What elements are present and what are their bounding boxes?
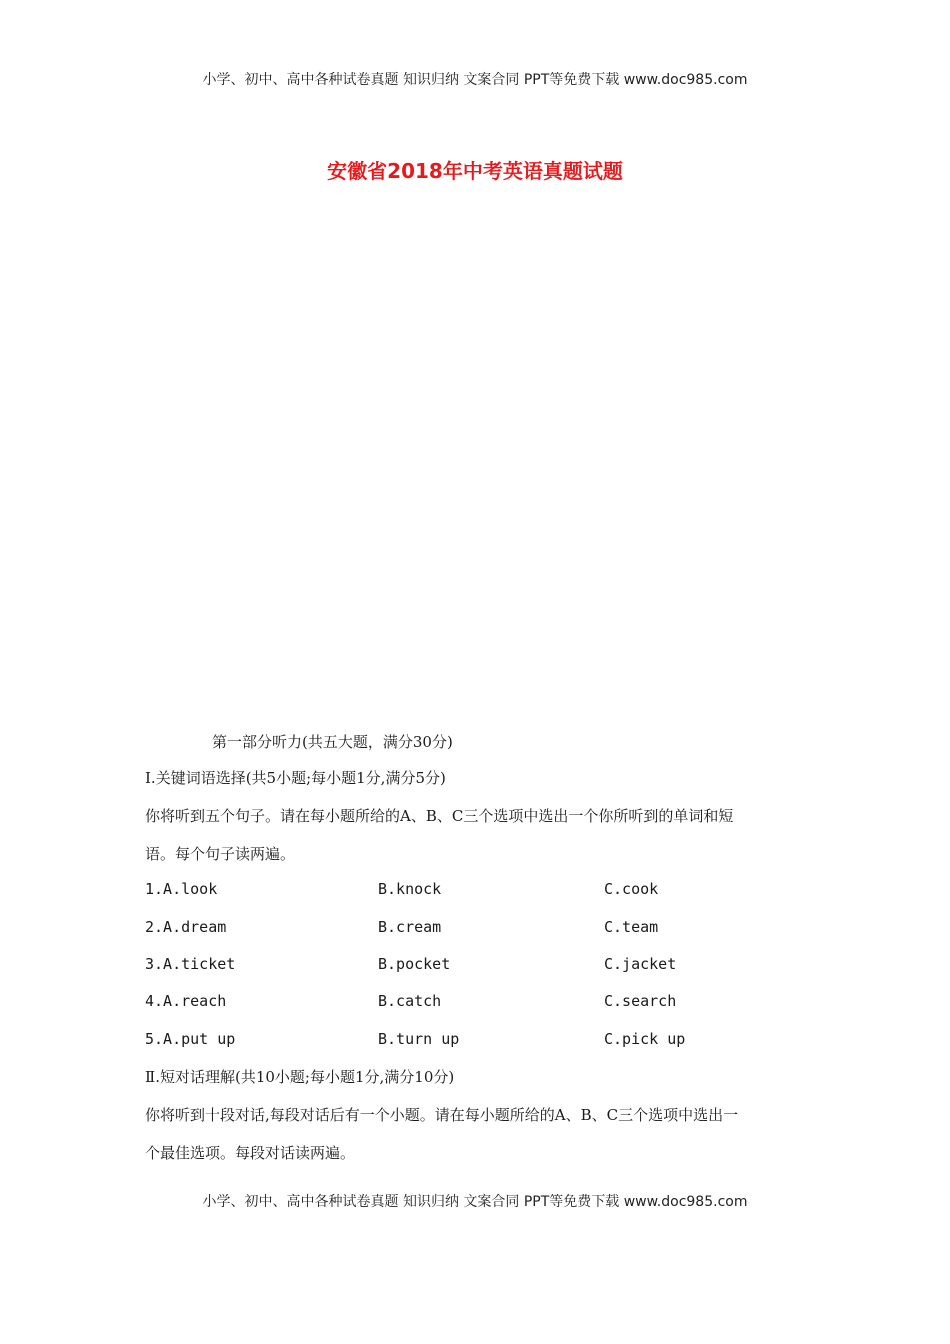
option-c: C.cook [604,880,659,898]
page-footer: 小学、初中、高中各种试卷真题 知识归纳 文案合同 PPT等免费下载 www.doc985.com [202,1194,748,1210]
option-a: 4.A.reach [145,992,227,1010]
option-b: B.pocket [378,955,451,973]
option-b: B.knock [378,880,442,898]
section2-heading: Ⅱ.短对话理解(共10小题;每小题1分,满分10分) [145,1068,455,1086]
option-c: C.jacket [604,955,677,973]
option-a: 2.A.dream [145,918,227,936]
section1-instruction-1: 你将听到五个句子。请在每小题所给的A、B、C三个选项中选出一个你所听到的单词和短 [145,807,734,825]
page-header: 小学、初中、高中各种试卷真题 知识归纳 文案合同 PPT等免费下载 www.doc985.com [202,72,748,88]
option-a: 3.A.ticket [145,955,236,973]
option-a: 5.A.put up [145,1030,236,1048]
option-c: C.search [604,992,677,1010]
option-b: B.catch [378,992,442,1010]
option-c: C.pick up [604,1030,686,1048]
option-b: B.cream [378,918,442,936]
section2-instruction-2: 个最佳选项。每段对话读两遍。 [145,1144,356,1162]
part-heading: 第一部分听力(共五大题，满分30分) [212,733,453,751]
option-a: 1.A.look [145,880,218,898]
section2-instruction-1: 你将听到十段对话,每段对话后有一个小题。请在每小题所给的A、B、C三个选项中选出一 [145,1106,739,1124]
section1-heading: I.关键词语选择(共5小题;每小题1分,满分5分) [145,769,446,787]
option-c: C.team [604,918,659,936]
section1-instruction-2: 语。每个句子读两遍。 [145,845,296,863]
page-title: 安徽省2018年中考英语真题试题 [327,159,623,183]
option-b: B.turn up [378,1030,460,1048]
